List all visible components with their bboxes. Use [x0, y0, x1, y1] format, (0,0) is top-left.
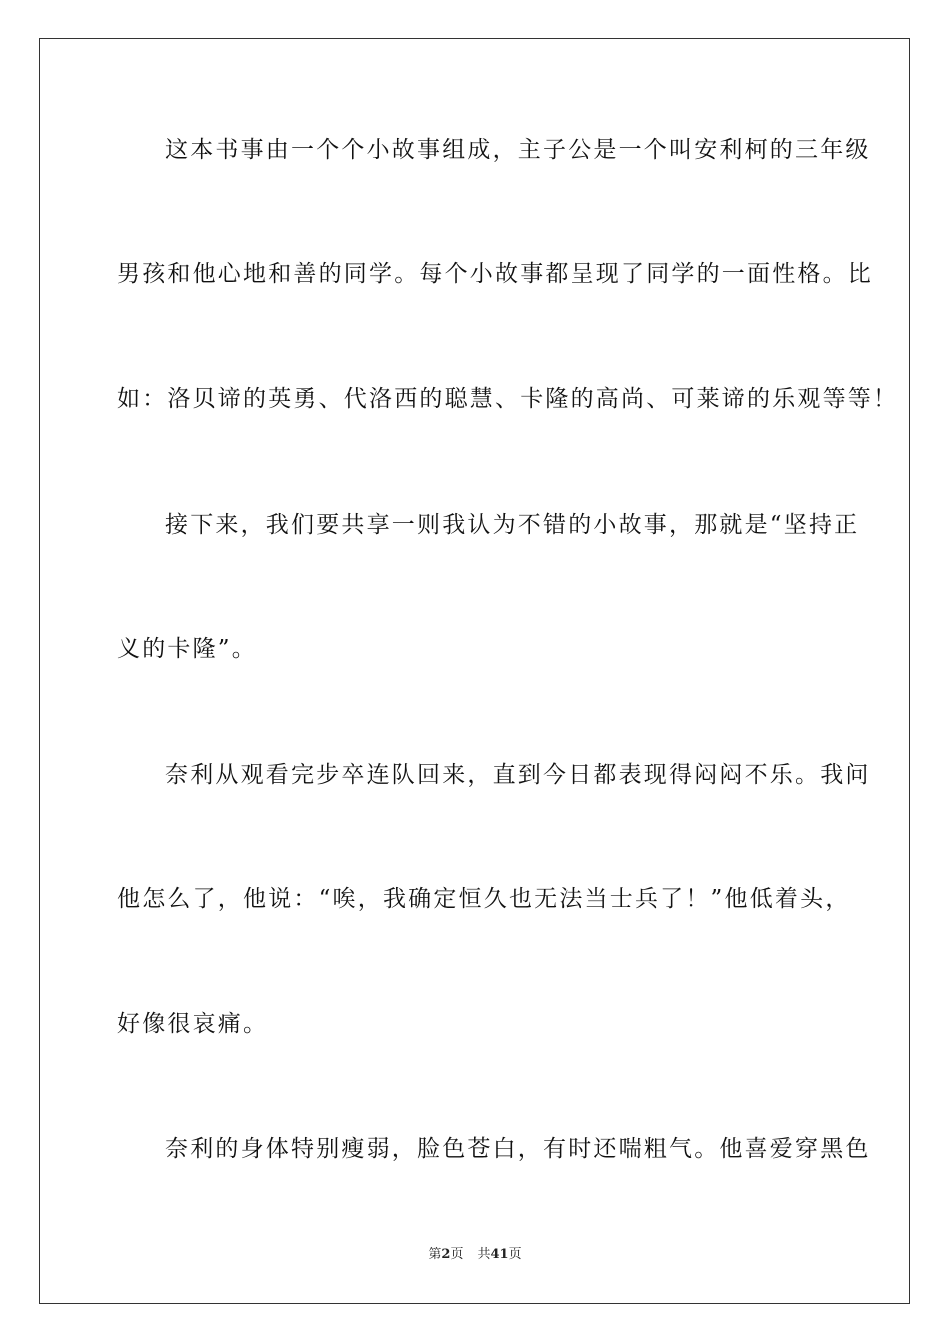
paragraph-line: 接下来，我们要共享一则我认为不错的小故事，那就是“坚持正: [165, 512, 860, 538]
page-number-label: 第2页: [428, 1247, 464, 1262]
paragraph-line: 这本书事由一个个小故事组成，主子公是一个叫安利柯的三年级: [165, 137, 871, 163]
paragraph-line: 如：洛贝谛的英勇、代洛西的聪慧、卡隆的高尚、可莱谛的乐观等等！: [117, 386, 899, 412]
paragraph-line: 好像很哀痛。: [117, 1011, 269, 1037]
page-border: [39, 38, 910, 1304]
paragraph-line: 男孩和他心地和善的同学。每个小故事都呈现了同学的一面性格。比: [117, 261, 873, 287]
paragraph-line: 奈利从观看完步卒连队回来，直到今日都表现得闷闷不乐。我问: [165, 762, 871, 788]
page-footer: [0, 1246, 950, 1264]
total-pages-label: 共41页: [477, 1247, 522, 1262]
paragraph-line: 奈利的身体特别瘦弱，脸色苍白，有时还喘粗气。他喜爱穿黑色: [165, 1136, 871, 1162]
paragraph-line: 义的卡隆”。: [117, 636, 257, 662]
paragraph-line: 他怎么了，他说：“唉，我确定恒久也无法当士兵了！”他低着头，: [117, 886, 851, 912]
